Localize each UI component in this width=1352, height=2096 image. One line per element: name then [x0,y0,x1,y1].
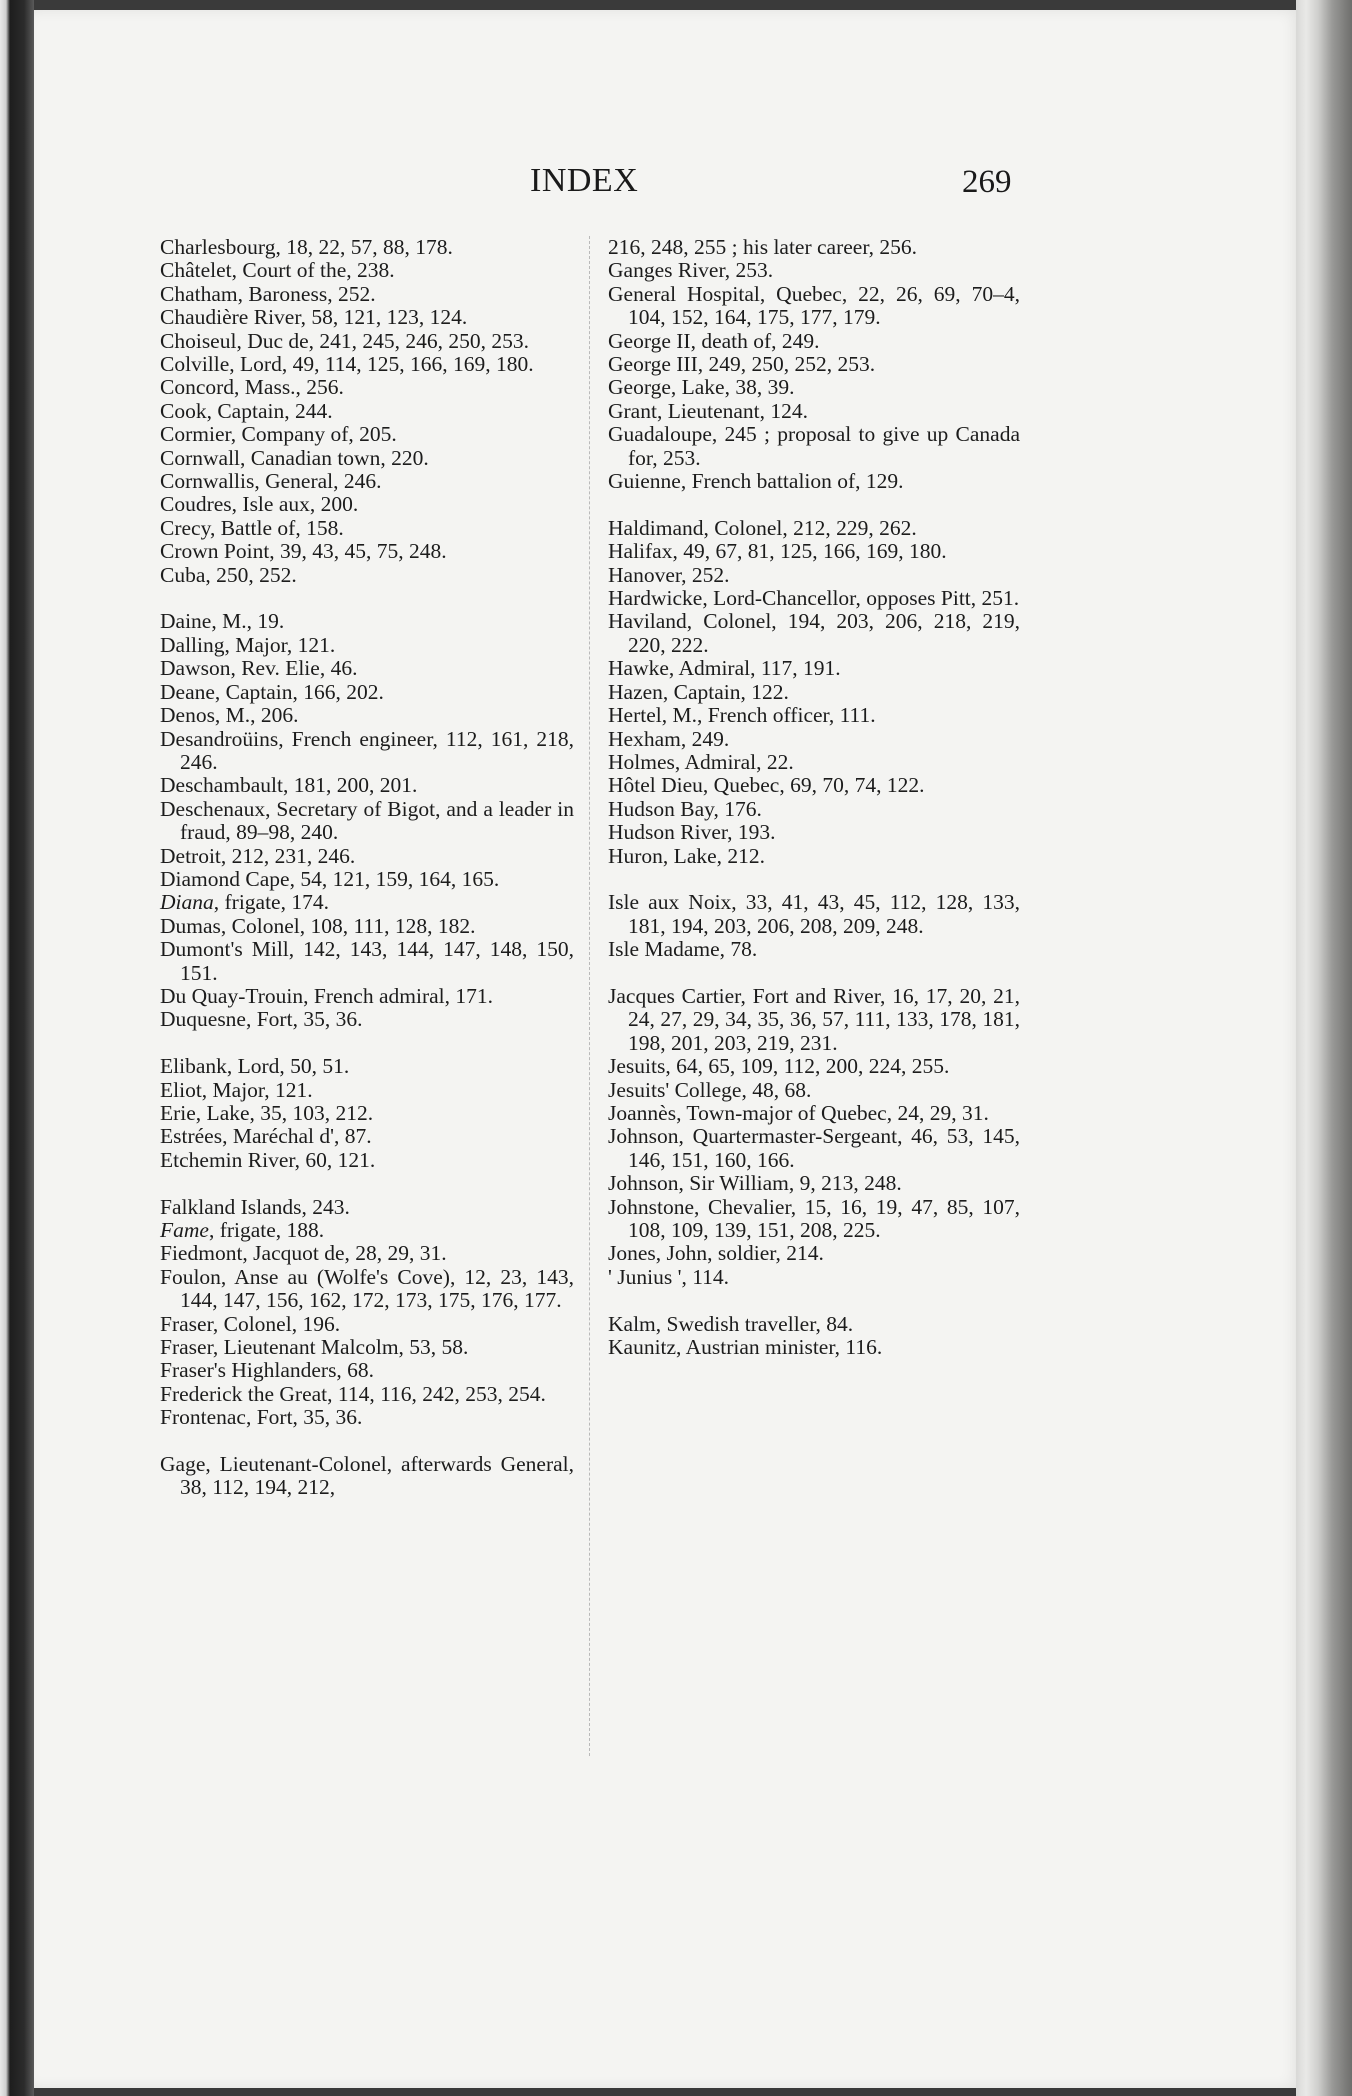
index-entry: Dalling, Major, 121. [160,632,336,657]
index-entry: Jacques Cartier, Fort and River, 16, 17, 20, 21, 24, 27, 29, 34, 35, 36, 57, 111, 133, 178, 181, 198, 201, 203, 219, 231. [608,983,1020,1055]
index-entry: Ganges River, 253. [608,258,774,283]
index-entry: Frontenac, Fort, 35, 36. [160,1405,363,1430]
index-entry: Kalm, Swedish traveller, 84. [608,1311,854,1336]
index-entry: Fraser, Lieutenant Malcolm, 53, 58. [160,1335,469,1360]
index-entry: Johnson, Sir William, 9, 213, 248. [608,1171,902,1196]
index-entry: Charlesbourg, 18, 22, 57, 88, 178. [160,235,453,259]
index-entry: Cuba, 250, 252. [160,562,297,587]
index-entry: Hudson Bay, 176. [608,796,762,821]
book-binding-edge [0,0,34,2096]
index-entry: Huron, Lake, 212. [608,843,766,868]
index-entry: Fame, frigate, 188. [160,1218,325,1243]
index-section-gap [608,493,1020,516]
index-entry: Cornwall, Canadian town, 220. [160,445,429,470]
index-entry: Chaudière River, 58, 121, 123, 124. [160,305,468,330]
index-section-gap [608,1289,1020,1312]
index-entry: Crecy, Battle of, 158. [160,515,344,540]
index-entry: Guadaloupe, 245 ; proposal to give up Canada for, 253. [608,422,1020,470]
index-entry: Hôtel Dieu, Quebec, 69, 70, 74, 122. [608,773,925,798]
running-head [0,162,1352,222]
index-entry: Holmes, Admiral, 22. [608,749,794,774]
index-section-gap [160,587,574,610]
index-entry: Chatham, Baroness, 252. [160,281,376,306]
index-entry: Du Quay-Trouin, French admiral, 171. [160,983,494,1008]
index-entry: Johnstone, Chevalier, 15, 16, 19, 47, 85, 107, 108, 109, 139, 151, 208, 225. [608,1194,1020,1243]
index-entry: Concord, Mass., 256. [160,375,344,400]
index-section-gap [608,868,1020,891]
index-entry: Colville, Lord, 49, 114, 125, 166, 169, 180. [160,352,534,377]
column-divider [589,236,590,1756]
index-entry: George II, death of, 249. [608,328,820,353]
index-entry: Kaunitz, Austrian minister, 116. [608,1335,883,1360]
index-entry: Deane, Captain, 166, 202. [160,679,384,704]
index-entry: Isle Madame, 78. [608,937,758,962]
index-entry: Fiedmont, Jacquot de, 28, 29, 31. [160,1241,447,1266]
page-title: INDEX [530,162,639,199]
index-entry: Hertel, M., French officer, 111. [608,703,876,728]
index-entry: Falkland Islands, 243. [160,1194,350,1219]
index-entry: Cornwallis, General, 246. [160,469,382,494]
index-entry: Grant, Lieutenant, 124. [608,398,809,423]
index-entry: Jesuits' College, 48, 68. [608,1077,812,1102]
index-entry: Dawson, Rev. Elie, 46. [160,656,358,681]
index-entry: Guienne, French battalion of, 129. [608,469,904,494]
index-entry: Cook, Captain, 244. [160,398,333,423]
index-entry: Joannès, Town-major of Quebec, 24, 29, 31. [608,1100,989,1125]
index-section-gap [160,1430,574,1453]
index-section-gap [160,1032,574,1055]
index-entry: Hanover, 252. [608,562,730,587]
index-entry: Halifax, 49, 67, 81, 125, 166, 169, 180. [608,539,947,564]
index-entry: Deschambault, 181, 200, 201. [160,773,418,798]
index-entry: Cormier, Company of, 205. [160,422,397,447]
index-entry: Diamond Cape, 54, 121, 159, 164, 165. [160,866,500,891]
index-entry: 216, 248, 255 ; his later career, 256. [608,235,918,259]
index-entry: Haldimand, Colonel, 212, 229, 262. [608,515,917,540]
index-entry: Elibank, Lord, 50, 51. [160,1054,350,1079]
index-entry: Hawke, Admiral, 117, 191. [608,656,841,681]
index-entry: Coudres, Isle aux, 200. [160,492,359,517]
index-entry: Fraser, Colonel, 196. [160,1311,341,1336]
index-entry: Erie, Lake, 35, 103, 212. [160,1101,374,1125]
index-section-gap [608,962,1020,985]
index-entry: Hardwicke, Lord-Chancellor, opposes Pitt, 251. [608,586,1020,611]
index-column-left [160,236,574,1500]
index-entry: George, Lake, 38, 39. [608,375,795,400]
index-entry: Choiseul, Duc de, 241, 245, 246, 250, 253. [160,328,530,353]
index-entry: Dumas, Colonel, 108, 111, 128, 182. [160,913,476,938]
index-entry: Desandroüins, French engineer, 112, 161, 218, 246. [160,726,574,774]
index-entry: Hazen, Captain, 122. [608,679,789,704]
index-entry: Hudson River, 193. [608,820,776,845]
index-entry: Daine, M., 19. [160,609,285,634]
index-entry: Frederick the Great, 114, 116, 242, 253, 254. [160,1381,546,1406]
index-entry: General Hospital, Quebec, 22, 26, 69, 70–4, 104, 152, 164, 175, 177, 179. [608,281,1020,330]
index-entry: Isle aux Noix, 33, 41, 43, 45, 112, 128, 133, 181, 194, 203, 206, 208, 209, 248. [608,890,1020,938]
page-stack-edge [1296,0,1352,2096]
index-column-right [608,236,1020,1359]
index-entry: George III, 249, 250, 252, 253. [608,352,876,377]
index-entry: Jones, John, soldier, 214. [608,1241,824,1266]
index-entry: Eliot, Major, 121. [160,1077,313,1102]
page-number: 269 [962,164,1012,200]
index-entry: Crown Point, 39, 43, 45, 75, 248. [160,539,447,564]
index-entry: Foulon, Anse au (Wolfe's Cove), 12, 23, 143, 144, 147, 156, 162, 172, 173, 175, 176, 177. [160,1264,574,1313]
index-entry: Jesuits, 64, 65, 109, 112, 200, 224, 255. [608,1054,950,1079]
index-entry: Châtelet, Court of the, 238. [160,258,395,283]
index-entry: Dumont's Mill, 142, 143, 144, 147, 148, 150, 151. [160,937,574,985]
index-entry: Denos, M., 206. [160,703,299,728]
index-entry: Detroit, 212, 231, 246. [160,843,356,868]
index-entry: Haviland, Colonel, 194, 203, 206, 218, 219, 220, 222. [608,609,1020,657]
index-entry: Johnson, Quartermaster-Sergeant, 46, 53, 145, 146, 151, 160, 166. [608,1124,1020,1172]
index-entry: ' Junius ', 114. [608,1264,730,1289]
index-entry: Diana, frigate, 174. [160,890,329,915]
index-entry: Estrées, Maréchal d', 87. [160,1124,372,1149]
index-entry: Fraser's Highlanders, 68. [160,1358,375,1383]
index-entry: Duquesne, Fort, 35, 36. [160,1007,363,1032]
index-entry: Hexham, 249. [608,726,730,751]
index-entry: Gage, Lieutenant-Colonel, afterwards General, 38, 112, 194, 212, [160,1452,574,1500]
index-section-gap [160,1172,574,1195]
index-entry: Deschenaux, Secretary of Bigot, and a leader in fraud, 89–98, 240. [160,796,574,845]
index-entry: Etchemin River, 60, 121. [160,1147,376,1172]
